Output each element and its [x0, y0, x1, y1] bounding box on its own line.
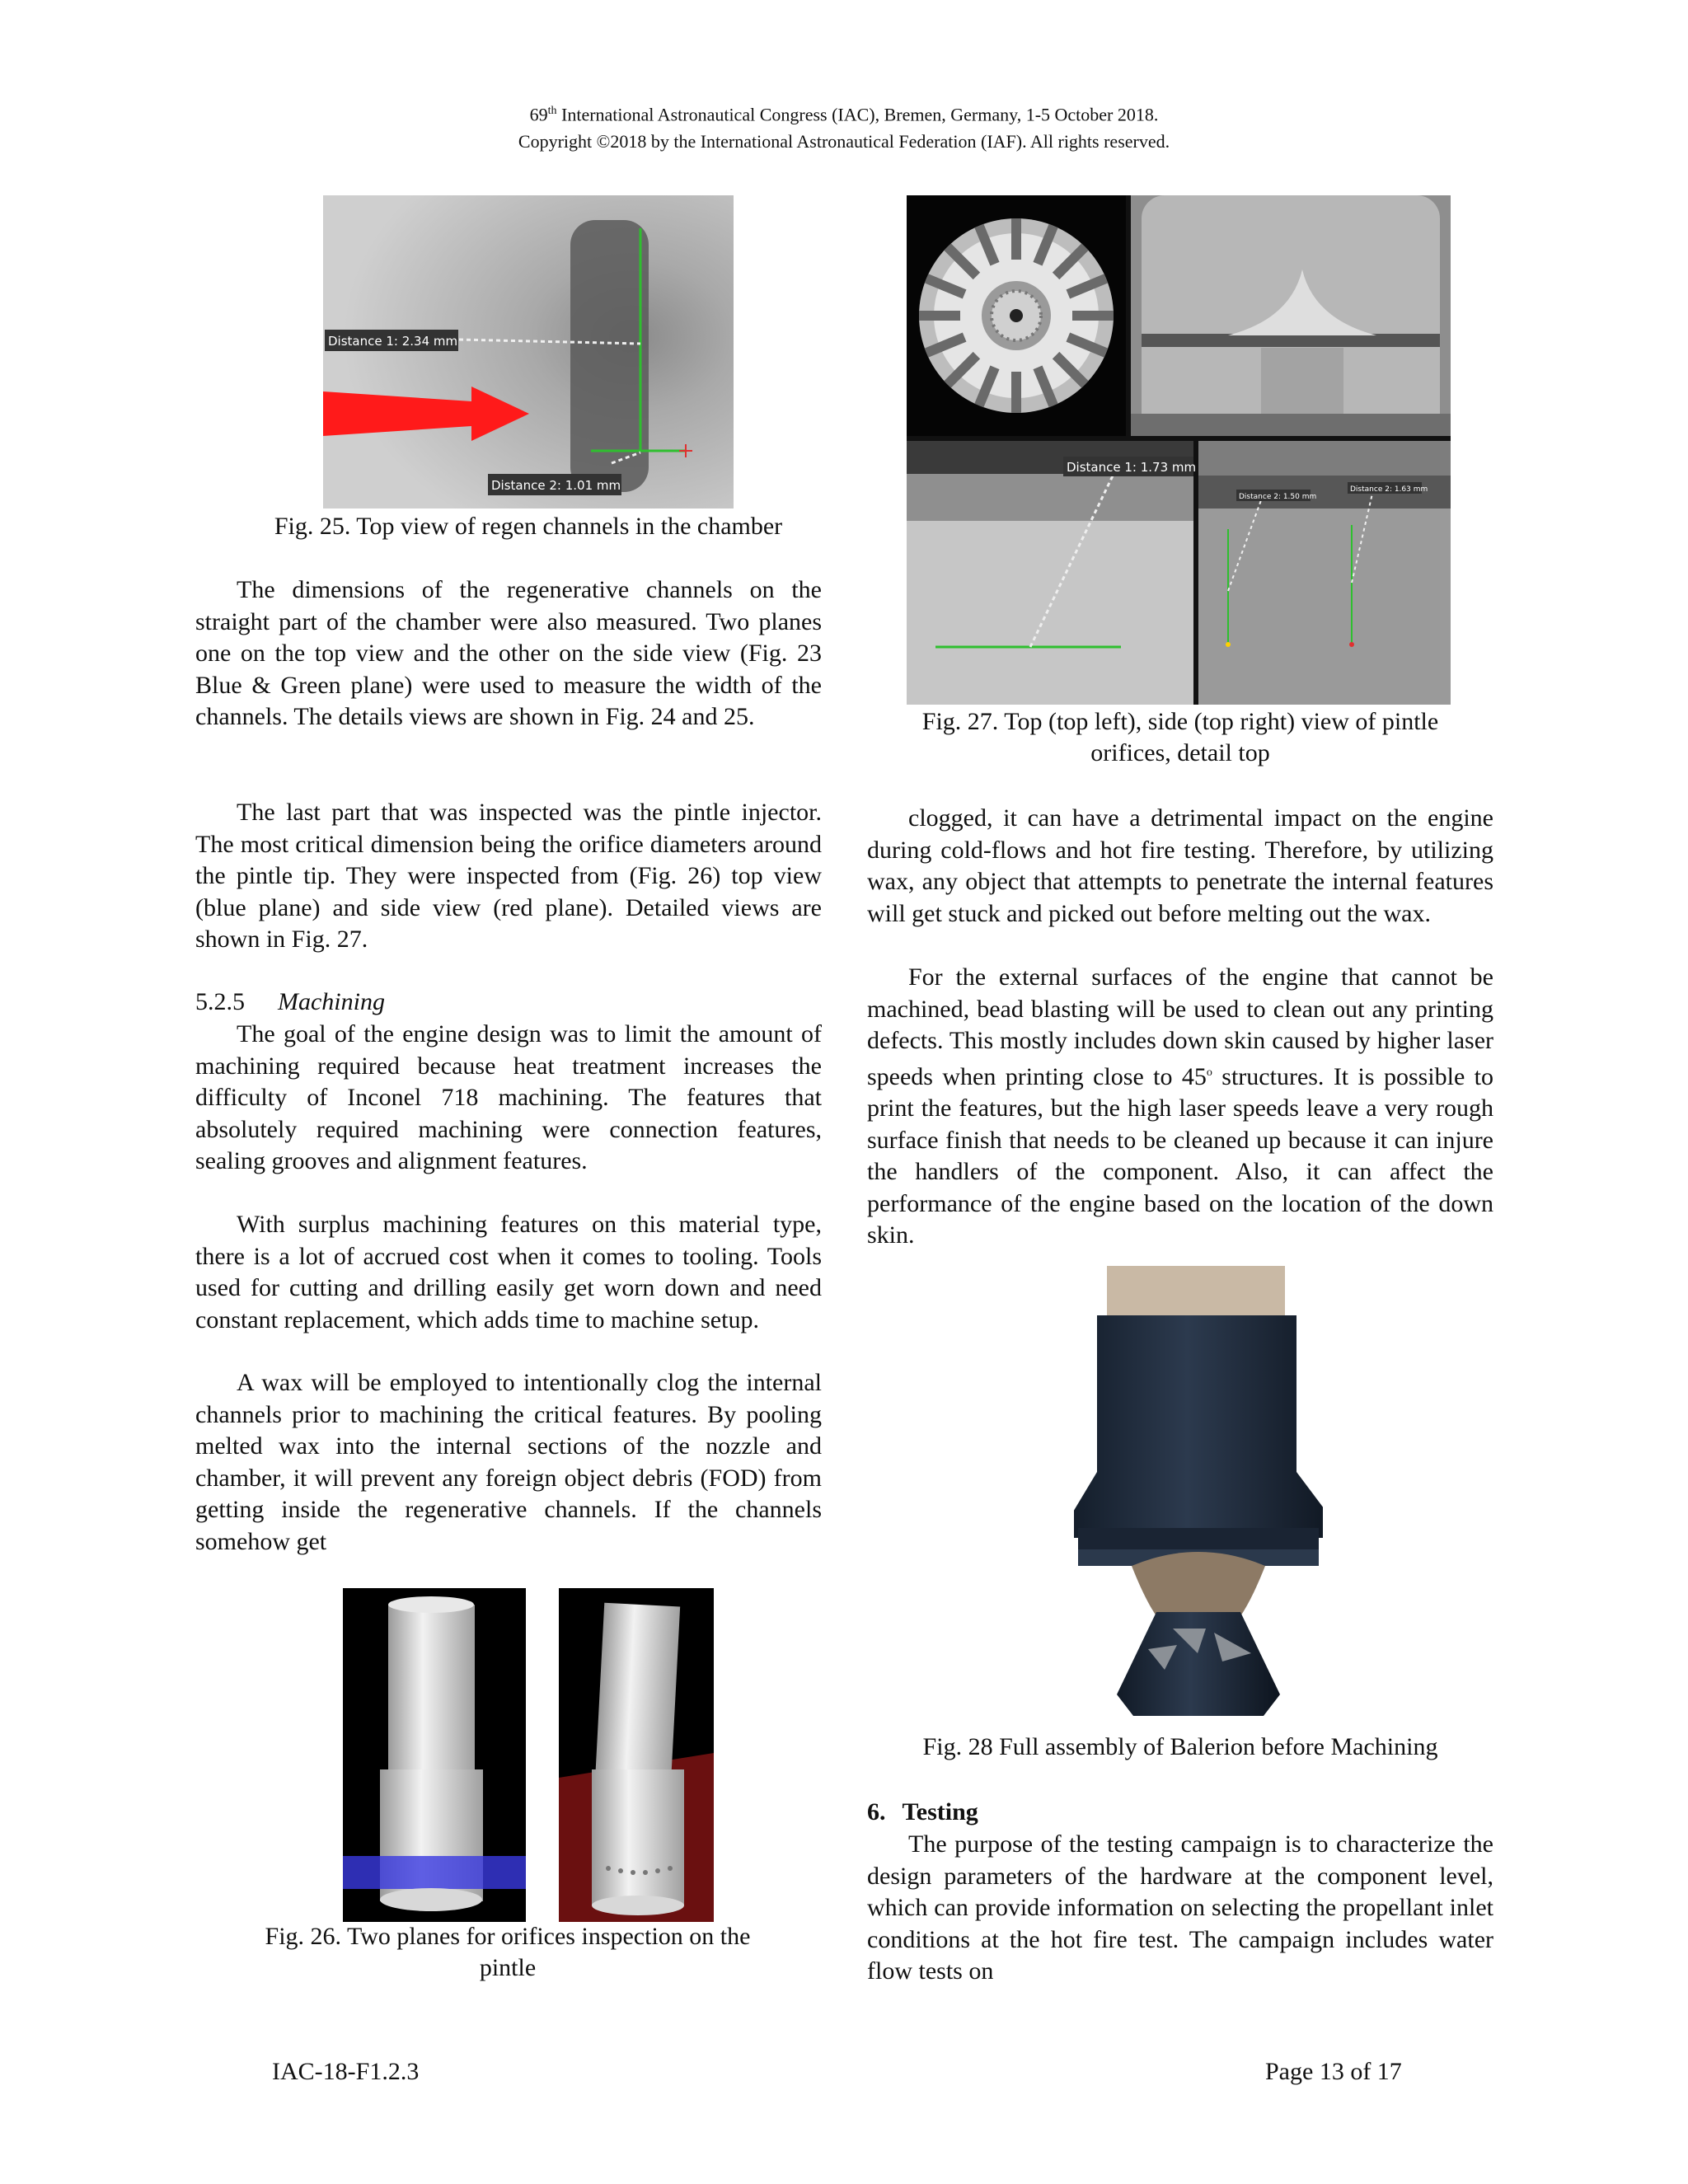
left-paragraph-1: The dimensions of the regenerative channels on the straight part of the chamber were also measured. Two planes one on the top view and the other on the side view (Fig. 23 Blue & Green plane) were used to measure the width of the channels. The details views are shown in Fig. 24 and 25. — [195, 576, 822, 730]
header-line-1 — [0, 97, 1688, 128]
fig25-distance1-label: Distance 1: 2.34 mm — [328, 334, 458, 349]
fig26-caption-line-2: pintle — [479, 1954, 537, 1981]
right-paragraph-2-text-b: structures. It is possible to print the features, but the high laser speeds leave a very rough surface finish that needs to be cleaned up because it can injure the handlers of the component. Also, it can affect the performance of the engine based on the location of the down skin. — [867, 1062, 1494, 1249]
fig26-image-red-plane — [559, 1588, 714, 1922]
footer-page-number: Page 13 of 17 — [1265, 2058, 1402, 2085]
left-paragraph-4: With surplus machining features on this material type, there is a lot of accrued cost when it comes to tooling. Tools used for cutting and drilling easily get worn down and need constant replacement, which adds time to machine setup. — [195, 1211, 822, 1333]
fig28-image — [1074, 1266, 1323, 1716]
right-paragraph-3: The purpose of the testing campaign is to characterize the design parameters of the hardware at the component level, which can provide information on selecting the propellant inlet conditions at the hot fire test. The campaign includes water flow tests on — [867, 1830, 1493, 1985]
right-paragraph-2-text-a: For the external surfaces of the engine that cannot be machined, bead blasting will be used to clean out any printing defects. This mostly includes down skin caused by higher laser speeds when printing close to 45 — [867, 963, 1493, 1090]
page-header — [0, 97, 1688, 155]
right-paragraph-2 — [867, 962, 1493, 1252]
fig25-distance2-label: Distance 2: 1.01 mm — [491, 478, 621, 493]
fig28-caption: Fig. 28 Full assembly of Balerion before Machining — [922, 1733, 1438, 1760]
left-paragraph-3: The goal of the engine design was to limit the amount of machining required because heat treatment increases the difficulty of Inconel 718 machining. The features that absolutely required machining were connection features, sealing grooves and alignment features. — [195, 1020, 822, 1174]
section-title: Machining — [278, 988, 385, 1015]
fig26-caption-line-1: Fig. 26. Two planes for orifices inspection on the — [265, 1923, 751, 1950]
left-paragraph-2: The last part that was inspected was the pintle injector. The most critical dimension being the orifice diameters around the pintle tip. They were inspected from (Fig. 26) top view (blue plane) and side view (red plane). Detailed views are shown in Fig. 27. — [195, 799, 822, 953]
fig27-caption-line-2: orifices, detail top — [1090, 739, 1270, 766]
fig26-image-blue-plane — [343, 1588, 526, 1922]
header-ordinal: 69 — [529, 104, 548, 125]
fig27-distance2-label: Distance 2: 1.50 mm — [1239, 493, 1317, 501]
header-ordinal-suffix: th — [547, 105, 557, 117]
footer-paper-id: IAC-18-F1.2.3 — [272, 2058, 420, 2085]
left-paragraph-5: A wax will be employed to intentionally clog the internal channels prior to machining the critical features. By pooling melted wax into the internal sections of the nozzle and chamber, it will prevent any foreign object debris (FOD) from getting inside the regenerative channels. If the channels somehow get — [195, 1369, 822, 1555]
section-number: 5.2.5 — [195, 988, 245, 1015]
header-line-2: Copyright ©2018 by the International Astronautical Federation (IAF). All rights reserved. — [518, 131, 1170, 152]
fig26-caption — [195, 1921, 821, 1984]
header-conference: International Astronautical Congress (IAC), Bremen, Germany, 1-5 October 2018. — [556, 104, 1159, 125]
section-6-title: Testing — [902, 1798, 978, 1825]
fig27-image — [907, 195, 1451, 705]
right-paragraph-1: clogged, it can have a detrimental impact on the engine during cold-flows and hot fire testing. Therefore, by utilizing wax, any object that attempts to penetrate the internal features will get stuck and picked out before melting out the wax. — [867, 804, 1493, 927]
section-6-number: 6. — [867, 1798, 886, 1825]
fig25-image — [323, 195, 734, 509]
section-6-heading — [867, 1797, 978, 1828]
fig25-caption: Fig. 25. Top view of regen channels in the chamber — [274, 513, 783, 540]
fig27-caption — [867, 706, 1493, 769]
degree-symbol: o — [1206, 1066, 1212, 1079]
fig27-caption-line-1: Fig. 27. Top (top left), side (top right) view of pintle — [921, 708, 1439, 735]
fig27-distance3-label: Distance 2: 1.63 mm — [1350, 485, 1428, 494]
fig27-distance1-label: Distance 1: 1.73 mm — [1067, 460, 1197, 475]
section-5-2-5-heading — [195, 987, 385, 1018]
